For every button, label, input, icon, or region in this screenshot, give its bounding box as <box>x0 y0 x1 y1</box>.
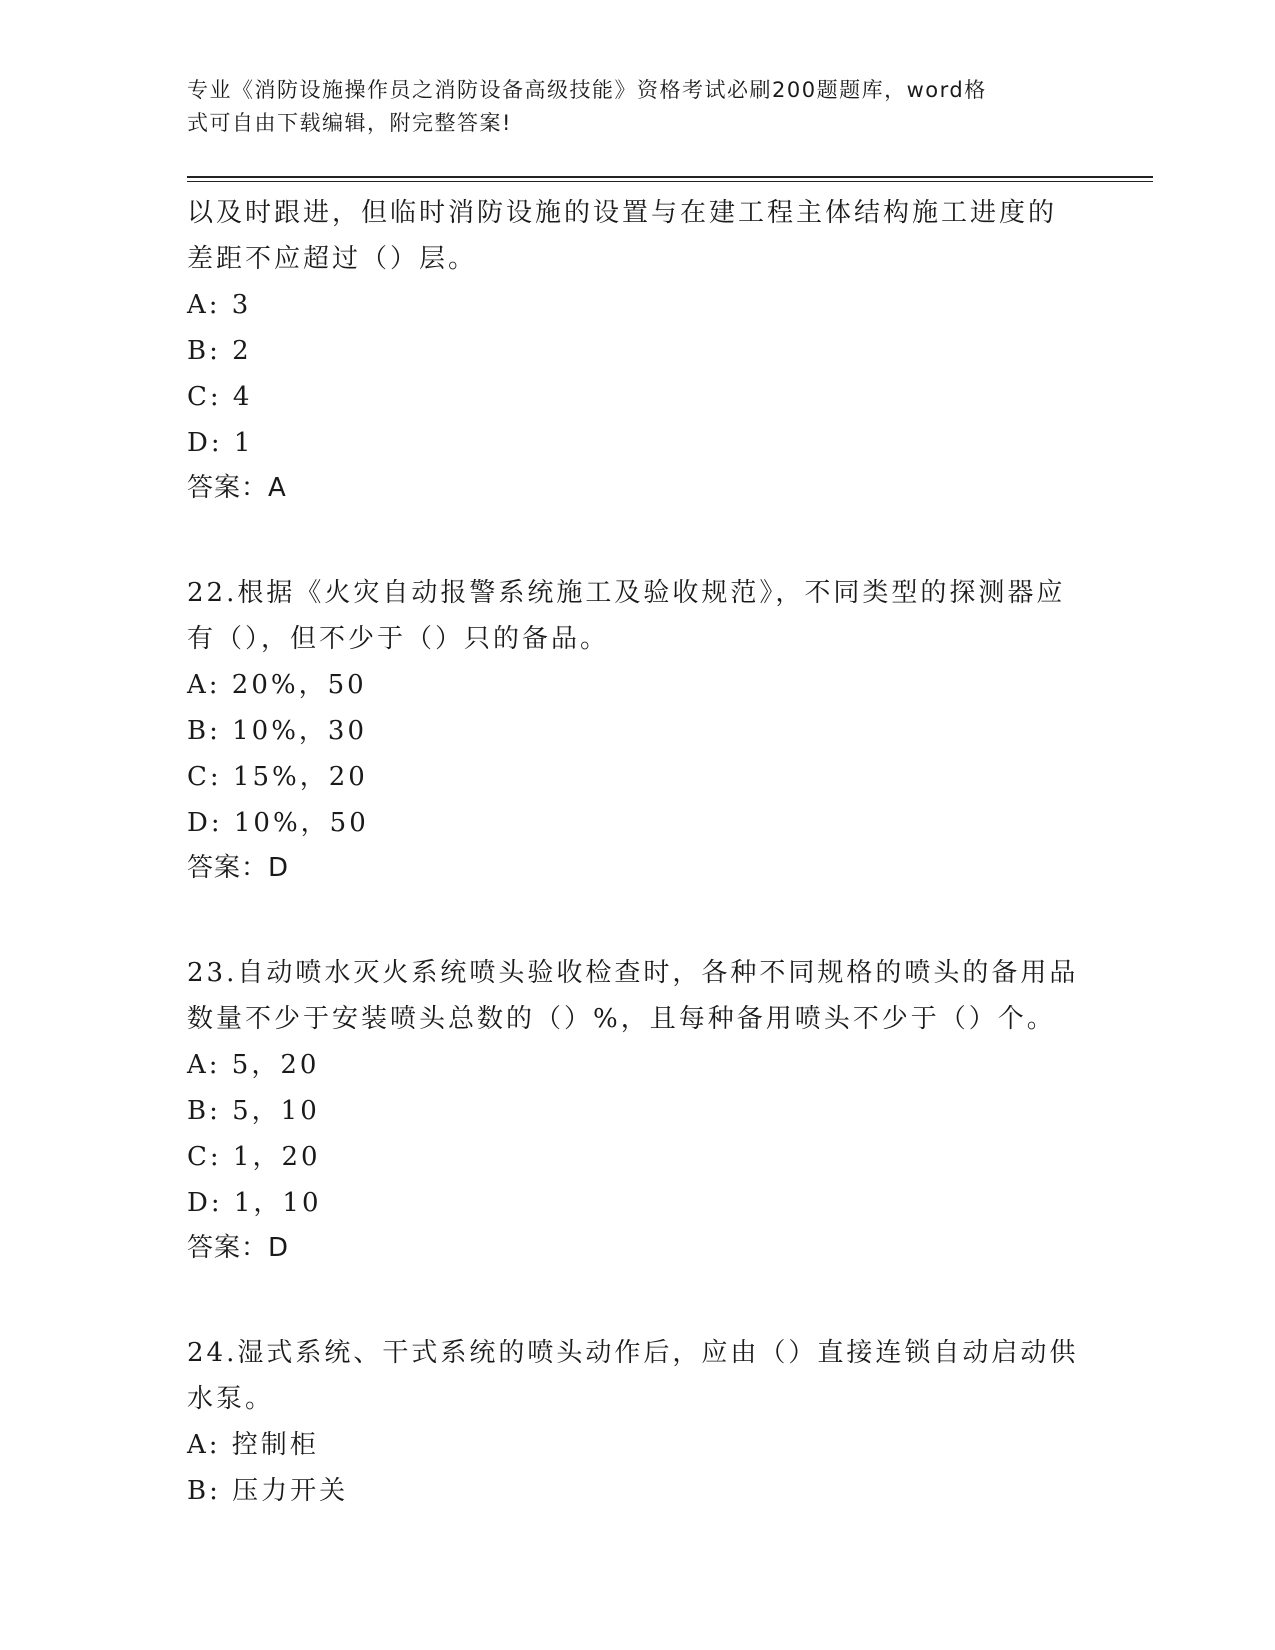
option-d: D: 10%，50 <box>187 808 369 838</box>
question-spacer <box>187 890 1087 950</box>
question-block <box>187 190 1087 510</box>
option-a: A: 控制柜 <box>187 1430 319 1460</box>
header-divider-thin <box>187 181 1153 182</box>
question-line: 24.湿式系统、干式系统的喷头动作后，应由（）直接连锁自动启动供 <box>187 1338 1079 1368</box>
question-line: 差距不应超过（）层。 <box>187 244 478 274</box>
option-c: C: 15%，20 <box>187 762 368 792</box>
answer-line: 答案：D <box>187 853 290 883</box>
header-divider-thick <box>187 176 1153 178</box>
question-text <box>187 1330 1087 1422</box>
question-spacer <box>187 510 1087 570</box>
question-line: 22.根据《火灾自动报警系统施工及验收规范》，不同类型的探测器应 <box>187 578 1066 608</box>
question-block <box>187 1330 1087 1514</box>
option-d: D: 1，10 <box>187 1188 322 1218</box>
question-list <box>187 190 1087 1514</box>
question-line: 有（），但不少于（）只的备品。 <box>187 624 610 654</box>
question-text <box>187 570 1087 662</box>
header-line-1: 专业《消防设施操作员之消防设备高级技能》资格考试必刷200题题库，word格 <box>187 78 987 102</box>
option-a: A: 5，20 <box>187 1050 320 1080</box>
option-a: A: 3 <box>187 290 252 320</box>
question-line: 以及时跟进，但临时消防设施的设置与在建工程主体结构施工进度的 <box>187 198 1058 228</box>
question-text <box>187 950 1087 1042</box>
question-spacer <box>187 1270 1087 1330</box>
question-block <box>187 950 1087 1270</box>
option-d: D: 1 <box>187 428 254 458</box>
option-b: B: 压力开关 <box>187 1476 349 1506</box>
answer-line: 答案：A <box>187 473 287 503</box>
option-c: C: 1，20 <box>187 1142 321 1172</box>
option-c: C: 4 <box>187 382 253 412</box>
option-b: B: 2 <box>187 336 252 366</box>
question-text <box>187 190 1087 282</box>
document-header <box>187 74 1067 140</box>
question-block <box>187 570 1087 890</box>
answer-line: 答案：D <box>187 1233 290 1263</box>
option-b: B: 10%，30 <box>187 716 368 746</box>
question-line: 23.自动喷水灭火系统喷头验收检查时，各种不同规格的喷头的备用品 <box>187 958 1079 988</box>
option-a: A: 20%，50 <box>187 670 367 700</box>
question-line: 水泵。 <box>187 1384 275 1414</box>
option-b: B: 5，10 <box>187 1096 320 1126</box>
header-line-2: 式可自由下载编辑，附完整答案! <box>187 111 512 135</box>
question-line: 数量不少于安装喷头总数的（）%，且每种备用喷头不少于（）个。 <box>187 1004 1056 1034</box>
